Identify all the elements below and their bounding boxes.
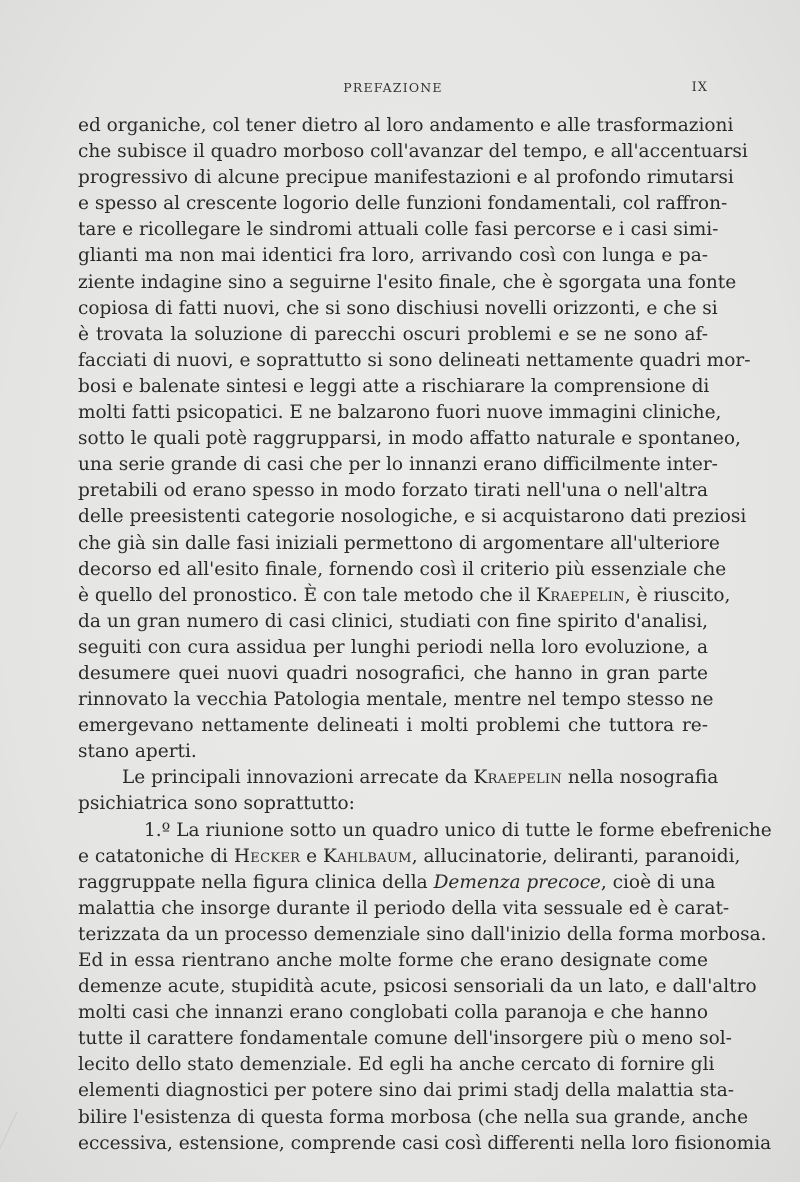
text-line: ed organiche, col tener dietro al loro andamento e alle trasformazioni xyxy=(78,115,734,136)
text-line: terizzata da un processo demenziale sino dall'inizio della forma morbosa. xyxy=(78,923,767,945)
text-line: pretabili od erano spesso in modo forzato tirati nell'una o nell'altra xyxy=(78,480,708,502)
text-segment: , allucinatorie, deliranti, paranoidi, xyxy=(411,845,741,867)
running-title: PREFAZIONE xyxy=(343,80,443,95)
text-line: facciati di nuovi, e soprattutto si sono delineati nettamente quadri mor- xyxy=(78,349,751,371)
text-line: malattia che insorge durante il periodo della vita sessuale ed è carat- xyxy=(78,897,730,919)
text-line: emergevano nettamente delineati i molti problemi che tuttora re- xyxy=(78,715,708,737)
emphasized-term: Demenza precoce xyxy=(433,871,601,893)
text-line: desumere quei nuovi quadri nosografici, che hanno in gran parte xyxy=(78,662,708,684)
text-line: e spesso al crescente logorio delle funzioni fondamentali, col raffron- xyxy=(78,193,728,215)
text-line: demenze acute, stupidità acute, psicosi sensoriali da un lato, e dall'altro xyxy=(78,976,757,998)
text-line: bosi e balenate sintesi e leggi atte a rischiarare la comprensione di xyxy=(78,375,710,397)
text-line: progressivo di alcune precipue manifestazioni e al profondo rimutarsi xyxy=(78,167,734,189)
text-line: lecito dello stato demenziale. Ed egli ha anche cercato di fornire gli xyxy=(78,1054,715,1076)
text-line: bilire l'esistenza di questa forma morbosa (che nella sua grande, anche xyxy=(78,1106,749,1128)
body-text xyxy=(78,113,772,1157)
text-line: psichiatrica sono soprattutto: xyxy=(78,793,355,815)
text-line: eccessiva, estensione, comprende casi così differenti nella loro fisionomia xyxy=(78,1132,772,1154)
text-line: rinnovato la vecchia Patologia mentale, mentre nel tempo stesso ne xyxy=(78,689,714,711)
text-line: tare e ricollegare le sindromi attuali colle fasi percorse e i casi simi- xyxy=(78,219,719,241)
text-segment: e xyxy=(300,845,323,867)
text-line xyxy=(78,870,716,896)
page-number: IX xyxy=(691,80,708,95)
text-line xyxy=(78,583,731,609)
text-segment: raggruppate nella figura clinica della xyxy=(78,871,428,893)
text-line: molti fatti psicopatici. E ne balzarono fuori nuove immagini cliniche, xyxy=(78,402,722,424)
text-line: decorso ed all'esito finale, fornendo così il criterio più essenziale che xyxy=(78,558,727,580)
text-segment: , cioè di una xyxy=(600,871,716,893)
text-line: che subisce il quadro morboso coll'avanzar del tempo, e all'accentuarsi xyxy=(78,141,748,163)
text-line: Ed in essa rientrano anche molte forme che erano designate come xyxy=(78,950,708,971)
text-segment: nella nosografia xyxy=(562,767,719,789)
text-segment: , è riuscito, xyxy=(624,584,731,606)
author-name: Hecker xyxy=(233,845,301,867)
text-line: da un gran numero di casi clinici, studiati con fine spirito d'analisi, xyxy=(78,610,708,632)
text-line xyxy=(78,765,719,791)
text-line: elementi diagnostici per potere sino dai primi stadj della malattia sta- xyxy=(78,1080,735,1102)
text-line: una serie grande di casi che per lo innanzi erano difficilmente inter- xyxy=(78,454,718,476)
text-line: molti casi che innanzi erano conglobati colla paranoja e che hanno xyxy=(78,1002,708,1024)
text-line xyxy=(78,844,741,870)
text-segment: Le principali innovazioni arrecate da xyxy=(122,767,468,789)
text-segment: è quello del pronostico. È con tale metodo che il xyxy=(78,584,531,606)
text-line: è trovata la soluzione di parecchi oscuri problemi e se ne sono af- xyxy=(78,323,708,345)
text-line: 1.º La riunione sotto un quadro unico di tutte le forme ebefreniche xyxy=(144,819,772,841)
text-line: ziente indagine sino a seguirne l'esito finale, che è sgorgata una fonte xyxy=(78,271,737,293)
author-name: Kraepelin xyxy=(473,767,563,789)
text-segment: e catatoniche di xyxy=(78,845,228,867)
text-line: che già sin dalle fasi iniziali permettono di argomentare all'ulteriore xyxy=(78,532,720,554)
text-line: sotto le quali potè raggrupparsi, in modo affatto naturale e spontaneo, xyxy=(78,428,741,450)
running-head xyxy=(78,80,708,100)
text-line: glianti ma non mai identici fra loro, arrivando così con lunga e pa- xyxy=(78,245,708,267)
page-edge-mark xyxy=(0,1112,57,1182)
author-name: Kraepelin xyxy=(536,584,625,606)
text-line: stano aperti. xyxy=(78,741,197,763)
text-line: copiosa di fatti nuovi, che si sono dischiusi novelli orizzonti, e che si xyxy=(78,297,718,319)
text-line: seguiti con cura assidua per lunghi periodi nella loro evoluzione, a xyxy=(78,636,708,658)
text-line: delle preesistenti categorie nosologiche, e si acquistarono dati preziosi xyxy=(78,506,747,528)
author-name: Kahlbaum xyxy=(322,845,412,867)
text-line: tutte il carattere fondamentale comune dell'insorgere più o meno sol- xyxy=(78,1028,732,1050)
